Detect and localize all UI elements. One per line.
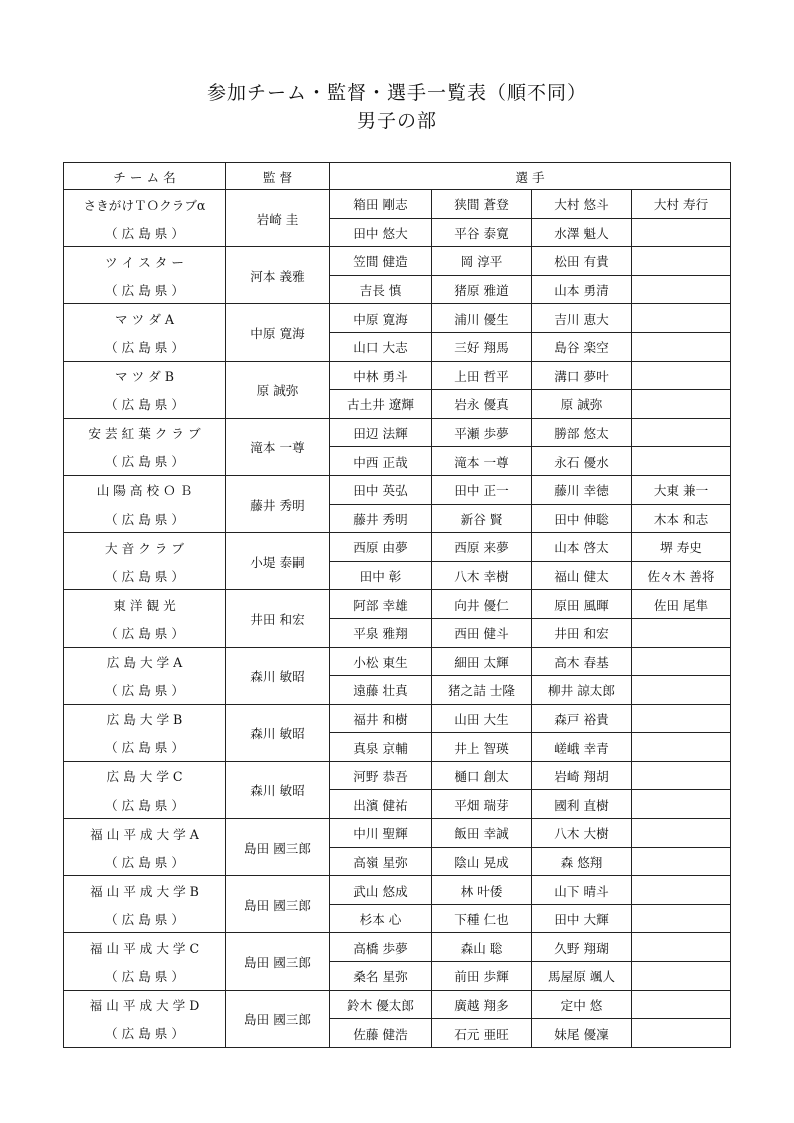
player-cell	[632, 962, 731, 991]
team-row	[64, 790, 731, 819]
player-cell: 木本 和志	[632, 504, 731, 533]
player-cell: 古土井 遼輝	[330, 390, 432, 419]
player-cell: 林 叶倭	[432, 876, 532, 905]
player-cell: 國利 直樹	[532, 790, 632, 819]
coach-name: 中原 寛海	[226, 304, 330, 361]
player-cell: 新谷 賢	[432, 504, 532, 533]
player-cell: 田中 英弘	[330, 475, 432, 504]
team-row	[64, 533, 731, 562]
player-cell	[632, 361, 731, 390]
player-cell: 西原 来夢	[432, 533, 532, 562]
team-name: 安 芸 紅 葉 ク ラ ブ	[64, 418, 226, 447]
coach-name: 滝本 一尊	[226, 418, 330, 475]
player-cell: 山下 晴斗	[532, 876, 632, 905]
team-row	[64, 304, 731, 333]
team-row	[64, 190, 731, 219]
player-cell: 下種 仁也	[432, 904, 532, 933]
team-row	[64, 418, 731, 447]
player-cell: 馬屋原 颯人	[532, 962, 632, 991]
player-cell: 溝口 夢叶	[532, 361, 632, 390]
coach-name: 島田 國三郎	[226, 933, 330, 990]
player-cell: 杉本 心	[330, 904, 432, 933]
team-row	[64, 332, 731, 361]
player-cell: 森 悠翔	[532, 847, 632, 876]
player-cell: 高橋 歩夢	[330, 933, 432, 962]
player-cell	[632, 218, 731, 247]
player-cell: 藤井 秀明	[330, 504, 432, 533]
player-cell	[632, 733, 731, 762]
header-players: 選 手	[330, 163, 731, 190]
team-name: 福 山 平 成 大 学 D	[64, 990, 226, 1019]
coach-name: 森川 敏昭	[226, 761, 330, 818]
player-cell: 箱田 剛志	[330, 190, 432, 219]
player-cell	[632, 390, 731, 419]
team-prefecture: （ 広 島 県 ）	[64, 904, 226, 933]
team-row	[64, 647, 731, 676]
coach-name: 島田 國三郎	[226, 819, 330, 876]
team-row	[64, 447, 731, 476]
player-cell: 佐藤 健浩	[330, 1019, 432, 1048]
team-row	[64, 218, 731, 247]
player-cell: 山田 大生	[432, 704, 532, 733]
player-cell: 平泉 雅翔	[330, 618, 432, 647]
team-row	[64, 561, 731, 590]
player-cell	[632, 761, 731, 790]
player-cell: 出濱 健祐	[330, 790, 432, 819]
team-prefecture: （ 広 島 県 ）	[64, 847, 226, 876]
player-cell: 浦川 優生	[432, 304, 532, 333]
header-coach: 監 督	[226, 163, 330, 190]
team-prefecture: （ 広 島 県 ）	[64, 390, 226, 419]
player-cell	[632, 904, 731, 933]
player-cell: 阿部 幸雄	[330, 590, 432, 619]
player-cell: 猪之詰 士隆	[432, 676, 532, 705]
coach-name: 原 誠弥	[226, 361, 330, 418]
player-cell: 山本 勇清	[532, 275, 632, 304]
team-name: マ ツ ダ A	[64, 304, 226, 333]
coach-name: 島田 國三郎	[226, 990, 330, 1047]
player-cell: 滝本 一尊	[432, 447, 532, 476]
player-cell	[632, 933, 731, 962]
player-cell: 樋口 創太	[432, 761, 532, 790]
team-row	[64, 990, 731, 1019]
player-cell	[632, 876, 731, 905]
player-cell: 森戸 裕貴	[532, 704, 632, 733]
team-name: 大 音 ク ラ ブ	[64, 533, 226, 562]
player-cell: 妹尾 優凜	[532, 1019, 632, 1048]
header-team: チ ー ム 名	[64, 163, 226, 190]
team-row	[64, 933, 731, 962]
player-cell	[632, 847, 731, 876]
player-cell: 上田 哲平	[432, 361, 532, 390]
player-cell: 井田 和宏	[532, 618, 632, 647]
team-row	[64, 847, 731, 876]
player-cell: 田中 大輝	[532, 904, 632, 933]
player-cell: 中原 寛海	[330, 304, 432, 333]
player-cell: 島谷 楽空	[532, 332, 632, 361]
player-cell: 勝部 悠太	[532, 418, 632, 447]
player-cell	[632, 618, 731, 647]
team-name: 山 陽 高 校 Ｏ Ｂ	[64, 475, 226, 504]
player-cell: 遠藤 壮真	[330, 676, 432, 705]
player-cell: 藤川 幸徳	[532, 475, 632, 504]
player-cell: 大東 兼一	[632, 475, 731, 504]
player-cell	[632, 790, 731, 819]
player-cell: 高木 春基	[532, 647, 632, 676]
team-prefecture: （ 広 島 県 ）	[64, 504, 226, 533]
player-cell: 平畑 瑞芽	[432, 790, 532, 819]
team-prefecture: （ 広 島 県 ）	[64, 790, 226, 819]
team-row	[64, 475, 731, 504]
coach-name: 島田 國三郎	[226, 876, 330, 933]
player-cell: 小松 東生	[330, 647, 432, 676]
player-cell: 永石 優水	[532, 447, 632, 476]
player-cell: 田中 伸聡	[532, 504, 632, 533]
player-cell: 陰山 晃成	[432, 847, 532, 876]
player-cell: 定中 悠	[532, 990, 632, 1019]
player-cell: 八木 幸樹	[432, 561, 532, 590]
roster-table	[63, 162, 731, 1048]
team-name: 福 山 平 成 大 学 A	[64, 819, 226, 848]
player-cell	[632, 990, 731, 1019]
player-cell: 西田 健斗	[432, 618, 532, 647]
player-cell: 森山 聡	[432, 933, 532, 962]
player-cell: 田辺 法輝	[330, 418, 432, 447]
team-name: さきがけＴＯクラブα	[64, 190, 226, 219]
player-cell: 岩永 優真	[432, 390, 532, 419]
player-cell: 西原 由夢	[330, 533, 432, 562]
player-cell	[632, 704, 731, 733]
player-cell: 福山 健太	[532, 561, 632, 590]
document-subtitle: 男子の部	[356, 110, 437, 132]
player-cell	[632, 819, 731, 848]
team-row	[64, 590, 731, 619]
player-cell: 笠間 健造	[330, 247, 432, 276]
player-cell: 真泉 京輔	[330, 733, 432, 762]
player-cell: 久野 翔瑚	[532, 933, 632, 962]
team-name: 東 洋 観 光	[64, 590, 226, 619]
player-cell: 山本 啓太	[532, 533, 632, 562]
team-row	[64, 504, 731, 533]
player-cell: 岡 淳平	[432, 247, 532, 276]
player-cell: 大村 悠斗	[532, 190, 632, 219]
team-row	[64, 733, 731, 762]
player-cell: 八木 大樹	[532, 819, 632, 848]
team-row	[64, 361, 731, 390]
player-cell	[632, 447, 731, 476]
team-row	[64, 390, 731, 419]
player-cell: 前田 歩輝	[432, 962, 532, 991]
team-prefecture: （ 広 島 県 ）	[64, 332, 226, 361]
coach-name: 河本 義雅	[226, 247, 330, 304]
team-name: マ ツ ダ B	[64, 361, 226, 390]
player-cell: 廣越 翔多	[432, 990, 532, 1019]
team-prefecture: （ 広 島 県 ）	[64, 1019, 226, 1048]
player-cell: 佐田 尾隼	[632, 590, 731, 619]
player-cell: 中林 勇斗	[330, 361, 432, 390]
team-row	[64, 962, 731, 991]
team-row	[64, 676, 731, 705]
player-cell: 平谷 泰寛	[432, 218, 532, 247]
team-row	[64, 275, 731, 304]
player-cell: 中西 正哉	[330, 447, 432, 476]
player-cell: 三好 翔馬	[432, 332, 532, 361]
player-cell	[632, 275, 731, 304]
coach-name: 藤井 秀明	[226, 475, 330, 532]
team-prefecture: （ 広 島 県 ）	[64, 676, 226, 705]
team-row	[64, 904, 731, 933]
player-cell	[632, 332, 731, 361]
player-cell: 井上 智瑛	[432, 733, 532, 762]
header-row	[64, 163, 731, 190]
player-cell: 石元 亜旺	[432, 1019, 532, 1048]
team-prefecture: （ 広 島 県 ）	[64, 218, 226, 247]
team-row	[64, 704, 731, 733]
player-cell: 狭間 蒼登	[432, 190, 532, 219]
player-cell	[632, 247, 731, 276]
player-cell	[632, 676, 731, 705]
player-cell	[632, 1019, 731, 1048]
player-cell: 桑名 星弥	[330, 962, 432, 991]
player-cell: 松田 有貴	[532, 247, 632, 276]
team-row	[64, 1019, 731, 1048]
team-row	[64, 876, 731, 905]
player-cell: 嵯峨 幸青	[532, 733, 632, 762]
coach-name: 岩崎 圭	[226, 190, 330, 247]
player-cell: 吉長 慎	[330, 275, 432, 304]
team-prefecture: （ 広 島 県 ）	[64, 275, 226, 304]
player-cell: 中川 聖輝	[330, 819, 432, 848]
player-cell	[632, 647, 731, 676]
player-cell: 岩崎 翔胡	[532, 761, 632, 790]
team-prefecture: （ 広 島 県 ）	[64, 962, 226, 991]
player-cell: 福井 和樹	[330, 704, 432, 733]
team-prefecture: （ 広 島 県 ）	[64, 561, 226, 590]
player-cell: 佐々木 善将	[632, 561, 731, 590]
player-cell: 原 誠弥	[532, 390, 632, 419]
player-cell: 細田 太輝	[432, 647, 532, 676]
coach-name: 森川 敏昭	[226, 704, 330, 761]
team-prefecture: （ 広 島 県 ）	[64, 733, 226, 762]
player-cell: 大村 寿行	[632, 190, 731, 219]
team-name: 広 島 大 学 B	[64, 704, 226, 733]
player-cell: 田中 彰	[330, 561, 432, 590]
player-cell	[632, 304, 731, 333]
team-row	[64, 819, 731, 848]
document-title: 参加チーム・監督・選手一覧表（順不同）	[206, 82, 587, 104]
player-cell: 武山 悠成	[330, 876, 432, 905]
player-cell: 河野 恭吾	[330, 761, 432, 790]
player-cell: 柳井 諒太郎	[532, 676, 632, 705]
player-cell: 原田 風暉	[532, 590, 632, 619]
player-cell: 平瀬 歩夢	[432, 418, 532, 447]
player-cell: 山口 大志	[330, 332, 432, 361]
player-cell: 堺 寿史	[632, 533, 731, 562]
coach-name: 小堤 泰嗣	[226, 533, 330, 590]
player-cell: 鈴木 優太郎	[330, 990, 432, 1019]
player-cell	[632, 418, 731, 447]
player-cell: 水澤 魁人	[532, 218, 632, 247]
player-cell: 飯田 幸誠	[432, 819, 532, 848]
team-row	[64, 618, 731, 647]
team-prefecture: （ 広 島 県 ）	[64, 618, 226, 647]
team-name: 広 島 大 学 C	[64, 761, 226, 790]
player-cell: 向井 優仁	[432, 590, 532, 619]
player-cell: 吉川 恵大	[532, 304, 632, 333]
player-cell: 猪原 雅道	[432, 275, 532, 304]
team-name: ツ イ ス タ ー	[64, 247, 226, 276]
coach-name: 森川 敏昭	[226, 647, 330, 704]
team-name: 福 山 平 成 大 学 C	[64, 933, 226, 962]
player-cell: 田中 正一	[432, 475, 532, 504]
team-name: 広 島 大 学 A	[64, 647, 226, 676]
team-name: 福 山 平 成 大 学 B	[64, 876, 226, 905]
team-prefecture: （ 広 島 県 ）	[64, 447, 226, 476]
team-row	[64, 761, 731, 790]
player-cell: 田中 悠大	[330, 218, 432, 247]
coach-name: 井田 和宏	[226, 590, 330, 647]
player-cell: 高嶺 星弥	[330, 847, 432, 876]
team-row	[64, 247, 731, 276]
